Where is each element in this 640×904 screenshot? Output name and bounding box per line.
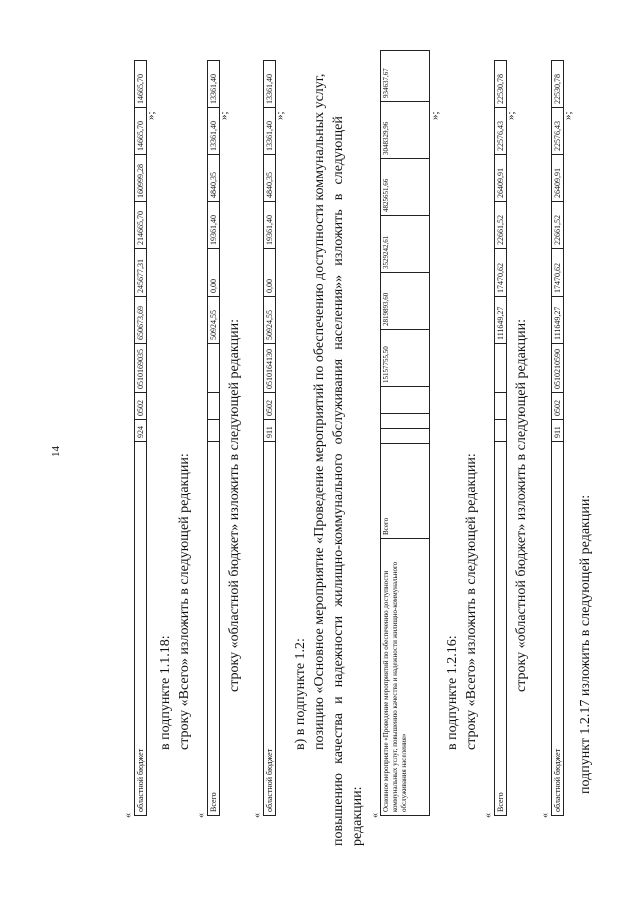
cell: 214665,70 [135, 202, 147, 249]
cell: 17470,62 [552, 249, 564, 297]
paragraph: редакции: [350, 786, 365, 846]
cell: 26409,91 [552, 155, 564, 202]
cell: 22661,52 [495, 202, 507, 249]
cell: 17470,62 [495, 249, 507, 297]
word: обслуживания [331, 358, 346, 445]
budget-row-table [551, 60, 564, 816]
cell: 4825651,66 [381, 159, 430, 216]
cell: 160999,28 [135, 155, 147, 202]
paragraph: строку «областной бюджет» изложить в следующей редакции: [227, 319, 242, 692]
table-row [135, 61, 147, 816]
open-quote: « [196, 813, 207, 818]
row-label: областной бюджет [552, 442, 564, 816]
cell: 924 [135, 420, 147, 442]
cell: 22576,43 [552, 108, 564, 155]
cell [208, 344, 220, 393]
close-quote: »; [429, 111, 441, 120]
cell: 50924,55 [264, 297, 276, 344]
word: жилищно-коммунального [331, 453, 346, 607]
close-quote: »; [218, 111, 230, 120]
word: следующей [331, 116, 346, 185]
measure-label: Основное мероприятие «Проведение мероприятий по обеспечению доступности коммунальных услуг, повышению качества и надежности жилищно-коммунального обслуживания населения» [381, 539, 430, 816]
paragraph: строку «областной бюджет» изложить в следующей редакции: [514, 319, 529, 692]
row-label: Всего [208, 442, 220, 816]
measure-table [380, 50, 430, 816]
word: населения»» [331, 274, 346, 350]
budget-row-table [263, 60, 276, 816]
cell: 650673,69 [135, 297, 147, 344]
cell: 0502 [135, 393, 147, 420]
open-quote: « [540, 813, 551, 818]
page-number: 14 [50, 446, 62, 457]
cell: 22530,78 [495, 61, 507, 108]
cell [208, 420, 220, 442]
cell: 14665,70 [135, 61, 147, 108]
cell: 3529242,61 [381, 216, 430, 273]
cell: 13361,40 [264, 61, 276, 108]
cell: 111649,27 [495, 297, 507, 344]
close-quote: »; [145, 111, 157, 120]
word: надежности [331, 615, 346, 688]
cell: 14665,70 [135, 108, 147, 155]
cell [381, 414, 430, 429]
table-row [552, 61, 564, 816]
paragraph: в подпункте 1.2.16: [445, 635, 460, 750]
cell: 2819893,60 [381, 273, 430, 330]
table-row [381, 51, 430, 816]
cell: 0502 [552, 393, 564, 420]
word: изложить [331, 209, 346, 266]
paragraph: подпункт 1.2.17 изложить в следующей редакции: [578, 494, 593, 794]
cell: 13361,40 [264, 108, 276, 155]
row-label: областной бюджет [264, 442, 276, 816]
cell: 0510210590 [552, 344, 564, 393]
cell [381, 387, 430, 414]
close-quote: »; [562, 111, 574, 120]
cell: 26409,91 [495, 155, 507, 202]
open-quote: « [252, 813, 263, 818]
word: и [331, 696, 346, 704]
cell: 0510169035 [135, 344, 147, 393]
cell: 934637,67 [381, 51, 430, 102]
cell: 15157755,50 [381, 330, 430, 387]
cell: 22661,52 [552, 202, 564, 249]
cell: 19361,40 [208, 202, 220, 249]
cell: 0510164130 [264, 344, 276, 393]
paragraph: строку «Всего» изложить в следующей редакции: [464, 453, 479, 750]
table-row [208, 61, 220, 816]
cell: 3048329,96 [381, 102, 430, 159]
cell [495, 393, 507, 420]
cell: 111649,27 [552, 297, 564, 344]
row-label: Всего [495, 442, 507, 816]
open-quote: « [483, 813, 494, 818]
cell: 0,00 [208, 249, 220, 297]
cell: 911 [264, 420, 276, 442]
cell: 245677,31 [135, 249, 147, 297]
paragraph: строку «Всего» изложить в следующей редакции: [177, 453, 192, 750]
paragraph: позицию «Основное мероприятие «Проведение мероприятий по обеспечению доступности коммунальных услуг, [312, 73, 327, 750]
word: в [331, 193, 346, 201]
budget-row-table [207, 60, 220, 816]
budget-row-table [134, 60, 147, 816]
cell: 0502 [264, 393, 276, 420]
open-quote: « [370, 813, 381, 818]
cell: 50924,55 [208, 297, 220, 344]
cell [495, 344, 507, 393]
row-label: областной бюджет [135, 442, 147, 816]
budget-row-table [494, 60, 507, 816]
cell: 4840,35 [208, 155, 220, 202]
paragraph: в) в подпункте 1.2: [293, 638, 308, 750]
cell: 13361,40 [208, 108, 220, 155]
cell [381, 429, 430, 444]
close-quote: »; [505, 111, 517, 120]
cell: Всего [381, 444, 430, 539]
word: качества [331, 713, 346, 764]
close-quote: »; [274, 111, 286, 120]
word: повышению [331, 773, 346, 846]
cell: 22576,43 [495, 108, 507, 155]
table-row [495, 61, 507, 816]
paragraph: в подпункте 1.1.18: [158, 635, 173, 750]
cell [495, 420, 507, 442]
cell: 4840,35 [264, 155, 276, 202]
open-quote: « [123, 813, 134, 818]
paragraph-justified [330, 116, 348, 846]
cell: 22530,78 [552, 61, 564, 108]
cell: 0,00 [264, 249, 276, 297]
cell: 13361,40 [208, 61, 220, 108]
table-row [264, 61, 276, 816]
cell [208, 393, 220, 420]
cell: 19361,40 [264, 202, 276, 249]
cell: 911 [552, 420, 564, 442]
